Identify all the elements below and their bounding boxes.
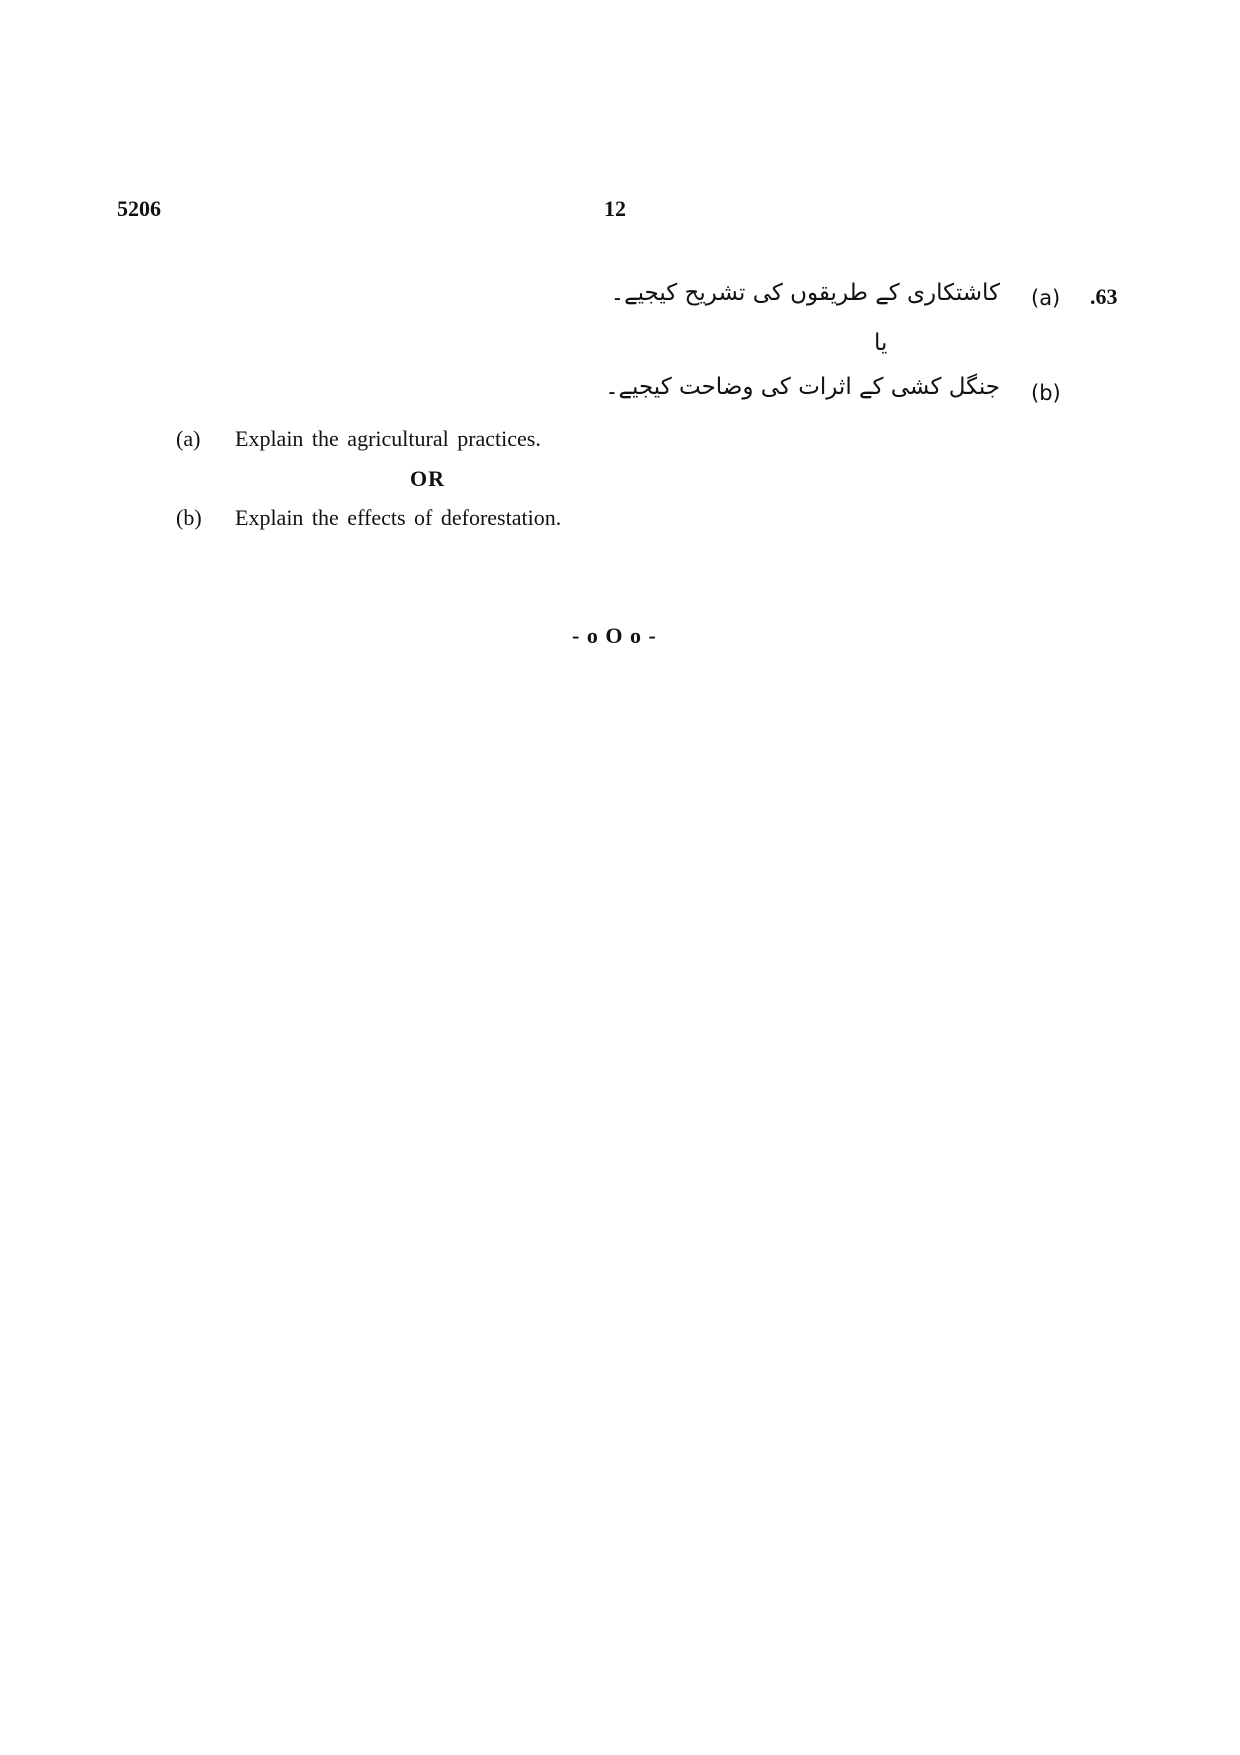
- urdu-option-b-text: جنگل کشی کے اثرات کی وضاحت کیجیے۔: [605, 374, 1000, 400]
- english-or-separator: OR: [410, 466, 445, 491]
- english-option-a-text: Explain the agricultural practices.: [235, 426, 541, 451]
- urdu-option-a-label: (a): [1031, 286, 1061, 310]
- english-option-a-label: (a): [176, 426, 201, 451]
- paper-code: 5206: [117, 196, 161, 221]
- urdu-or-separator: یا: [874, 330, 888, 356]
- end-of-paper-mark: - o O o -: [572, 623, 656, 648]
- page-number: 12: [604, 196, 626, 221]
- english-option-b-text: Explain the effects of deforestation.: [235, 505, 562, 530]
- english-option-b-label: (b): [176, 505, 202, 530]
- urdu-option-b-label: (b): [1031, 381, 1061, 405]
- question-number: .63: [1090, 284, 1118, 309]
- urdu-option-a-text: کاشتکاری کے طریقوں کی تشریح کیجیے۔: [610, 280, 1000, 306]
